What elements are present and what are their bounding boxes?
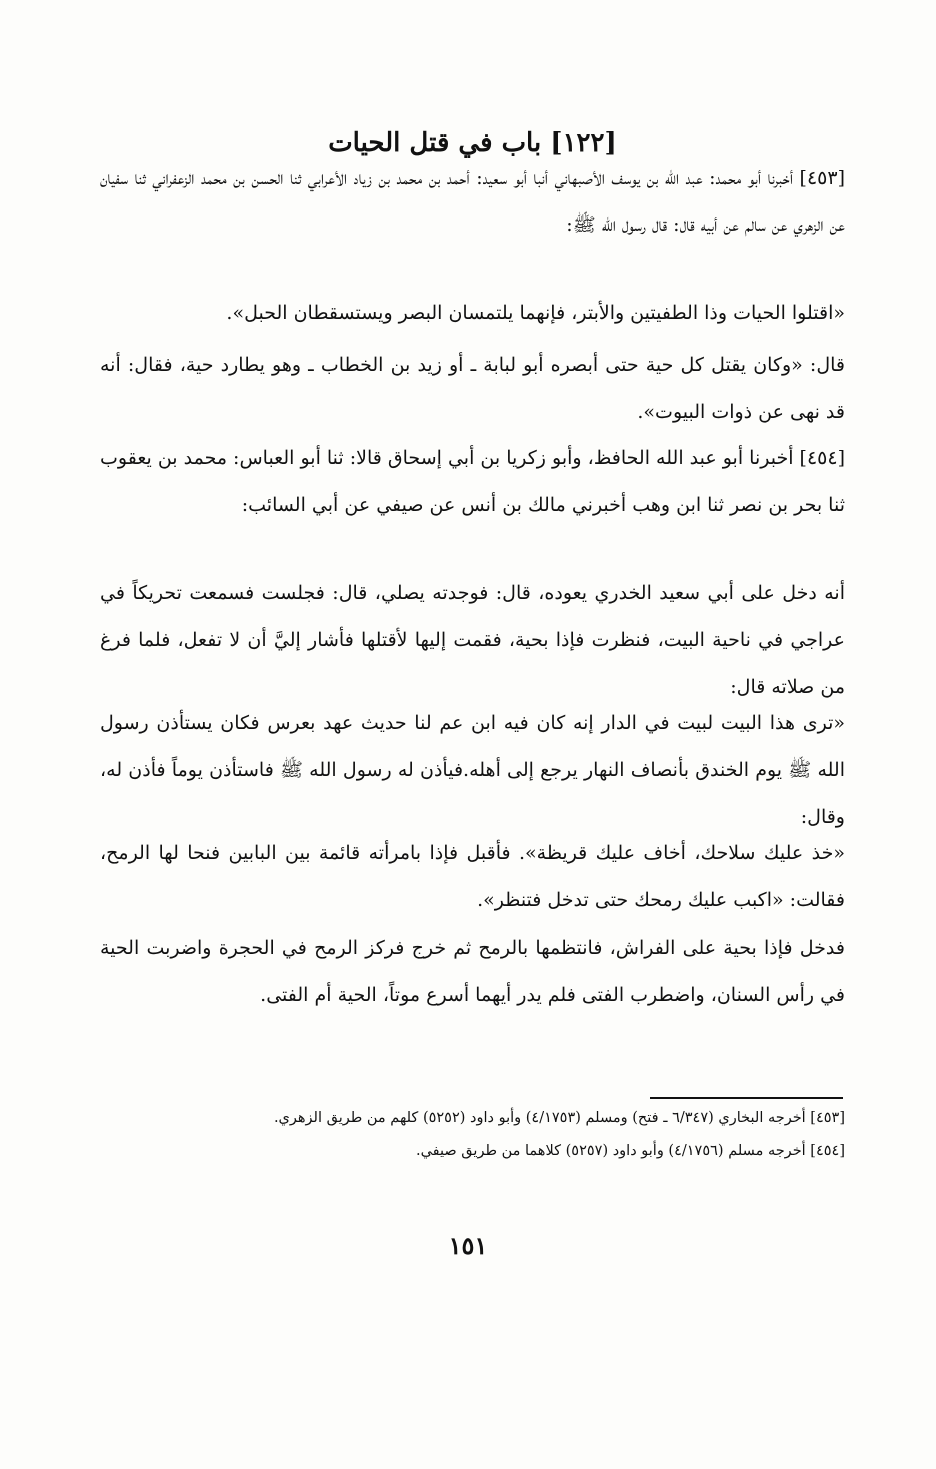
hadith-453-narration: قال: «وكان يقتل كل حية حتى أبصره أبو لبابة ـ أو زيد بن الخطاب ـ وهو يطارد حية، فقال: أنه قد نهى عن ذوات البيوت». — [100, 354, 845, 423]
footnotes — [100, 1102, 845, 1168]
footnote-separator — [650, 1097, 843, 1099]
hadith-454-quote-2: «خذ عليك سلاحك، أخاف عليك قريظة». فأقبل فإذا بامرأته قائمة بين البابين فنحا لها الرمح، فقالت: «اكبب عليك رمحك حتى تدخل فتنظر». — [100, 842, 845, 911]
page-number: ١٥١ — [448, 1231, 488, 1260]
hadith-454-text-2: فدخل فإذا بحية على الفراش، فانتظمها بالرمح ثم خرج فركز الرمح في الحجرة واضربت الحية في رأس السنان، واضطرب الفتى فلم يدر أيهما أسرع موتاً، الحية أم الفتى. — [100, 937, 845, 1006]
hadith-453-matn: «اقتلوا الحيات وذا الطفيتين والأبتر، فإنهما يلتمسان البصر ويستسقطان الحبل». — [226, 302, 845, 324]
hadith-454-quote-1: «ترى هذا البيت لبيت في الدار إنه كان فيه ابن عم لنا حديث عهد بعرس فكان يستأذن رسول الله ﷺ يوم الخندق بأنصاف النهار يرجع إلى أهله.فيأذن له رسول الله ﷺ فاستأذن يوماً فأذن له، وقال: — [100, 712, 845, 828]
footnote-453: [٤٥٣] أخرجه البخاري (٦/٣٤٧ ـ فتح) ومسلم (٤/١٧٥٣) وأبو داود (٥٢٥٢) كلهم من طريق الزهري. — [273, 1110, 845, 1126]
hadith-453-isnad: [٤٥٣] أخبرنا أبو محمد: عبد الله بن يوسف الأصبهاني أنبا أبو سعيد: أحمد بن محمد بن زياد الأعرابي ثنا الحسن بن محمد الزعفراني ثنا سفيان عن الزهري عن سالم عن أبيه قال: قال رسول الله ﷺ: — [100, 167, 845, 236]
footnote-454: [٤٥٤] أخرجه مسلم (٤/١٧٥٦) وأبو داود (٥٢٥٧) كلاهما من طريق صيفي. — [415, 1143, 845, 1159]
hadith-454-text-1: أنه دخل على أبي سعيد الخدري يعوده، قال: فوجدته يصلي، قال: فجلست فسمعت تحريكاً في عراجي في ناحية البيت، فنظرت فإذا بحية، فقمت إليها لأقتلها فأشار إليَّ أن لا تفعل، فلما فرغ من صلاته قال: — [100, 582, 845, 698]
chapter-title: [١٢٢] باب في قتل الحيات — [328, 128, 617, 159]
hadith-454-isnad: [٤٥٤] أخبرنا أبو عبد الله الحافظ، وأبو زكريا بن أبي إسحاق قالا: ثنا أبو العباس: محمد بن يعقوب ثنا بحر بن نصر ثنا ابن وهب أخبرني مالك بن أنس عن صيفي عن أبي السائب: — [100, 447, 845, 516]
